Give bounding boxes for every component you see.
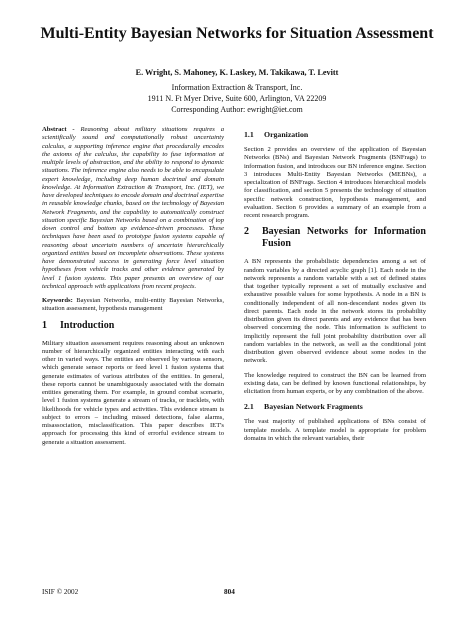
copyright-footer: ISIF © 2002 [42,588,79,596]
affiliation-address: 1911 N. Ft Myer Drive, Suite 600, Arlington, VA 22209 [147,94,327,103]
section-heading-network-fragments [244,402,426,412]
section-title: Introduction [60,319,115,331]
section-number: 2 [244,226,249,238]
section-title: Bayesian Networks for Information Fusion [262,226,426,250]
bayesian-networks-paragraph-2: The knowledge required to construct the BN can be learned from existing data, can be defined by known functional relationships, by elicitation from human experts, or by any combination of the above. [244,371,426,395]
page-number: 804 [224,588,235,596]
network-fragments-paragraph: The vast majority of published applications of BNs consist of template models. A template model is appropriate for problem domains in which the relevant variables, their [244,418,426,442]
bayesian-networks-paragraph-1: A BN represents the probabilistic dependencies among a set of random variables by a directed acyclic graph [1]. Each node in the network represents a random variable with a set of defined states that together typically represent a set of mutually exclusive and exhaustive possible values for some hypothesis. A node in a BN is conditionally independent of all non-descendant nodes given its direct parents. Each node in the network stores its probability distribution given its direct parents and any evidence that has been observed concerning the node. This information is sufficient to implicitly represent the full joint probability distribution over all random variables in the network, as well as the conditional joint distribution given observed evidence about some nodes in the network. [244,258,426,365]
introduction-paragraph: Military situation assessment requires reasoning about an unknown number of hierarchically organized entities interacting with each other in varied ways. The entities are observed by various sensors, which generate sensor reports or feed level 1 fusion systems that generate estimates of various attributes of the entities. In general, these reports cannot be unambiguously associated with the domain entities generating them. For example, in ground combat scenario, level 1 fusion systems generate a stream of tracks, or tracklets, with likelihoods for vehicle types and activities. This evidence stream is subject to errors – including missed detections, false alarms, misassociation, misclassification. This paper describes IET's approach for processing this kind of errorful evidence stream to generate a situation assessment. [42,339,224,446]
abstract-paragraph [42,126,224,291]
section-title: Organization [264,130,309,139]
section-heading-organization [244,130,426,140]
author-list: E. Wright, S. Mahoney, K. Laskey, M. Takikawa, T. Levitt [135,68,339,77]
affiliation-block [40,82,434,115]
left-column [42,126,224,453]
abstract-label: Abstract - [42,126,75,133]
section-heading-bayesian-networks [244,226,426,250]
section-heading-introduction [42,320,224,332]
section-number: 1.1 [244,130,254,139]
corresponding-author: Corresponding Author: ewright@iet.com [171,105,303,114]
organization-paragraph: Section 2 provides an overview of the application of Bayesian Networks (BNs) and Bayesian Network Fragments (BNFrags) to information fusion, and introduces our BN inference engine. Section 3 introduces Multi-Entity Bayesian Networks (MEBNs), a specialization of BNFrags. Section 4 introduces hierarchical models for classification, and section 5 presents the technology of situation specific network construction, hypothesis management, and evaluation. Section 6 provides a summary of an example from a recent research program. [244,146,426,219]
keywords-paragraph [42,297,224,314]
section-number: 1 [42,319,47,331]
keywords-label: Keywords: [42,297,73,304]
keywords-text: Bayesian Networks, multi-entity Bayesian Networks, situation assessment, hypothesis management [42,297,224,313]
paper-title: Multi-Entity Bayesian Networks for Situation Assessment [40,25,434,42]
section-number: 2.1 [244,402,254,412]
abstract-text: Reasoning about military situations requires a scientifically sound and computationally robust uncertainty calculus, a supporting inference engine that procedurally encodes the axioms of the calculus, the capability to fuse information at multiple levels of abstraction, and the ability to respond to dynamic situations. The inference engine also needs to be able to encapsulate expert knowledge, including deep human doctrinal and domain knowledge. At Information Extraction & Transport, Inc. (IET), we have developed techniques to encode domain and doctrinal expertise in reusable knowledge chunks, based on the technology of Bayesian Network Fragments, and the capability to automatically construct situation specific Bayesian Networks based on a combination of top down control and bottom up evidence-driven processes. These techniques have been used to prototype fusion systems capable of reasoning about uncertain numbers of uncertain hierarchically organized entities based on incomplete observations. These systems have demonstrated success in generating force level situation hypotheses from vehicle tracks and other evidence generated by level 1 fusion systems. This paper presents an overview of our technical approach with applications from recent projects. [42,126,225,290]
right-column [244,126,426,449]
affiliation-company: Information Extraction & Transport, Inc. [171,83,303,92]
section-title: Bayesian Network Fragments [264,402,363,412]
